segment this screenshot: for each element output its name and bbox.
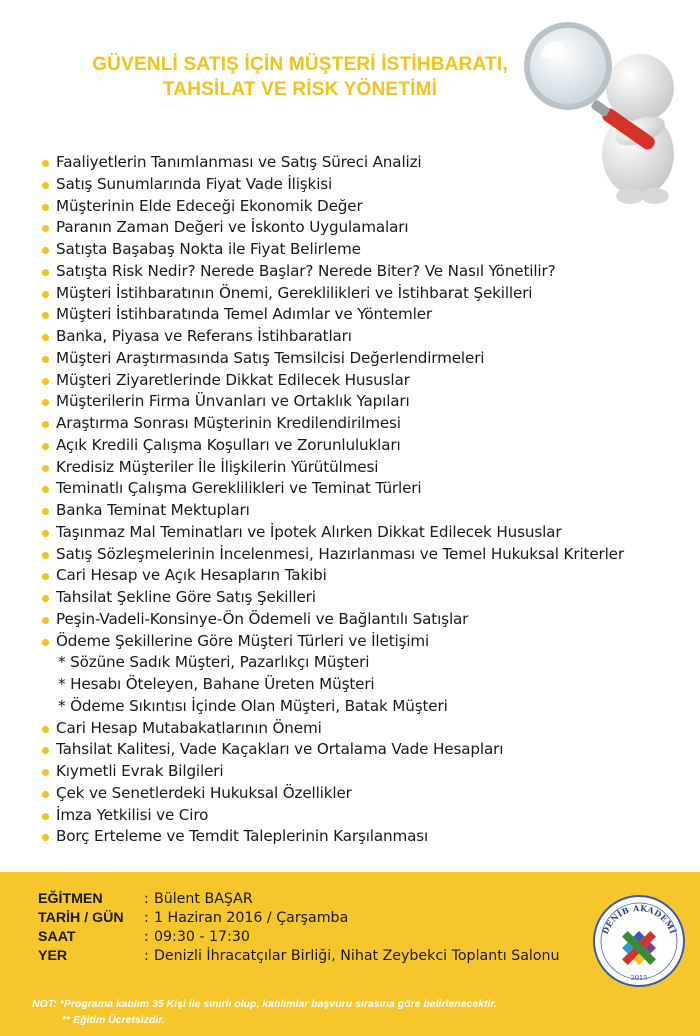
place-value: Denizli İhracatçılar Birliği, Nihat Zeybekci Toplantı Salonu <box>154 948 560 964</box>
topic-item: Ödeme Şekillerine Göre Müşteri Türleri ve İletişimi <box>40 631 695 653</box>
logo-year: 2015 <box>630 974 648 982</box>
topic-item: Müşterinin Elde Edeceği Ekonomik Değer <box>40 196 695 218</box>
date-label: TARİH / GÜN <box>38 910 124 926</box>
topic-item: Cari Hesap ve Açık Hesapların Takibi <box>40 565 695 587</box>
note-line1: NOT: *Programa katılım 35 Kişi ile sınırlı olup, katılımlar başvuru sırasına göre belirlenecektir. <box>32 998 497 1010</box>
page-title-line2: TAHSİLAT VE RİSK YÖNETİMİ <box>162 79 438 100</box>
topic-item: Cari Hesap Mutabakatlarının Önemi <box>40 718 695 740</box>
topic-list <box>40 152 695 848</box>
topic-item: Araştırma Sonrası Müşterinin Kredilendirilmesi <box>40 413 695 435</box>
topic-item: Taşınmaz Mal Teminatları ve İpotek Alırken Dikkat Edilecek Hususlar <box>40 522 695 544</box>
trainer-label: EĞİTMEN <box>38 891 103 907</box>
logo-text: DENİB AKADEMİ <box>599 902 679 936</box>
trainer-value: Bülent BAŞAR <box>154 891 253 907</box>
separator: : <box>144 948 149 964</box>
topic-item: Müşteri İstihbaratında Temel Adımlar ve Yöntemler <box>40 304 695 326</box>
sub-topic-item: * Sözüne Sadık Müşteri, Pazarlıkçı Müşteri <box>58 653 370 672</box>
topic-item: Satışta Risk Nedir? Nerede Başlar? Nerede Biter? Ve Nasıl Yönetilir? <box>40 261 695 283</box>
topic-item: Banka Teminat Mektupları <box>40 500 695 522</box>
denib-akademi-logo-icon <box>592 894 686 988</box>
topic-item: Borç Erteleme ve Temdit Taleplerinin Karşılanması <box>40 826 695 848</box>
topic-item: Satış Sözleşmelerinin İncelenmesi, Hazırlanması ve Temel Hukuksal Kriterler <box>40 544 695 566</box>
topic-item: Çek ve Senetlerdeki Hukuksal Özellikler <box>40 783 695 805</box>
note-line2: ** Eğitim Ücretsizdir. <box>62 1014 165 1026</box>
trainer-row <box>38 890 560 909</box>
event-info-panel <box>0 872 700 1036</box>
topic-item: Tahsilat Şekline Göre Satış Şekilleri <box>40 587 695 609</box>
separator: : <box>144 929 149 945</box>
topic-item: Kıymetli Evrak Bilgileri <box>40 761 695 783</box>
place-row <box>38 947 560 966</box>
notes <box>32 996 497 1028</box>
topic-item: Müşteri Ziyaretlerinde Dikkat Edilecek Hususlar <box>40 370 695 392</box>
date-row <box>38 909 560 928</box>
place-label: YER <box>38 948 68 964</box>
separator: : <box>144 891 149 907</box>
topic-item: Paranın Zaman Değeri ve İskonto Uygulamaları <box>40 217 695 239</box>
time-row <box>38 928 560 947</box>
topic-item: Teminatlı Çalışma Gereklilikleri ve Teminat Türleri <box>40 478 695 500</box>
topic-item: Satış Sunumlarında Fiyat Vade İlişkisi <box>40 174 695 196</box>
date-value: 1 Haziran 2016 / Çarşamba <box>154 910 349 926</box>
topic-item: Faaliyetlerin Tanımlanması ve Satış Süreci Analizi <box>40 152 695 174</box>
topic-item: Kredisiz Müşteriler İle İlişkilerin Yürütülmesi <box>40 457 695 479</box>
event-details <box>38 890 560 966</box>
topic-item: Açık Kredili Çalışma Koşulları ve Zorunlulukları <box>40 435 695 457</box>
topic-item: İmza Yetkilisi ve Ciro <box>40 805 695 827</box>
topic-item: Banka, Piyasa ve Referans İstihbaratları <box>40 326 695 348</box>
topic-item: Peşin-Vadeli-Konsinye-Ön Ödemeli ve Bağlantılı Satışlar <box>40 609 695 631</box>
topic-item: Müşterilerin Firma Ünvanları ve Ortaklık Yapıları <box>40 391 695 413</box>
sub-topic-item: * Ödeme Sıkıntısı İçinde Olan Müşteri, Batak Müşteri <box>58 696 448 715</box>
sub-topic-item: * Hesabı Öteleyen, Bahane Üreten Müşteri <box>58 675 375 693</box>
time-label: SAAT <box>38 929 76 945</box>
time-value: 09:30 - 17:30 <box>154 929 250 945</box>
separator: : <box>144 910 149 926</box>
topic-item: Satışta Başabaş Nokta ile Fiyat Belirleme <box>40 239 695 261</box>
topic-item: Müşteri Araştırmasında Satış Temsilcisi Değerlendirmeleri <box>40 348 695 370</box>
topic-item: Müşteri İstihbaratının Önemi, Gereklilikleri ve İstihbarat Şekilleri <box>40 283 695 305</box>
page-title-line1: GÜVENLİ SATIŞ İÇİN MÜŞTERİ İSTİHBARATI, <box>92 54 508 75</box>
topic-item: Tahsilat Kalitesi, Vade Kaçakları ve Ortalama Vade Hesapları <box>40 739 695 761</box>
